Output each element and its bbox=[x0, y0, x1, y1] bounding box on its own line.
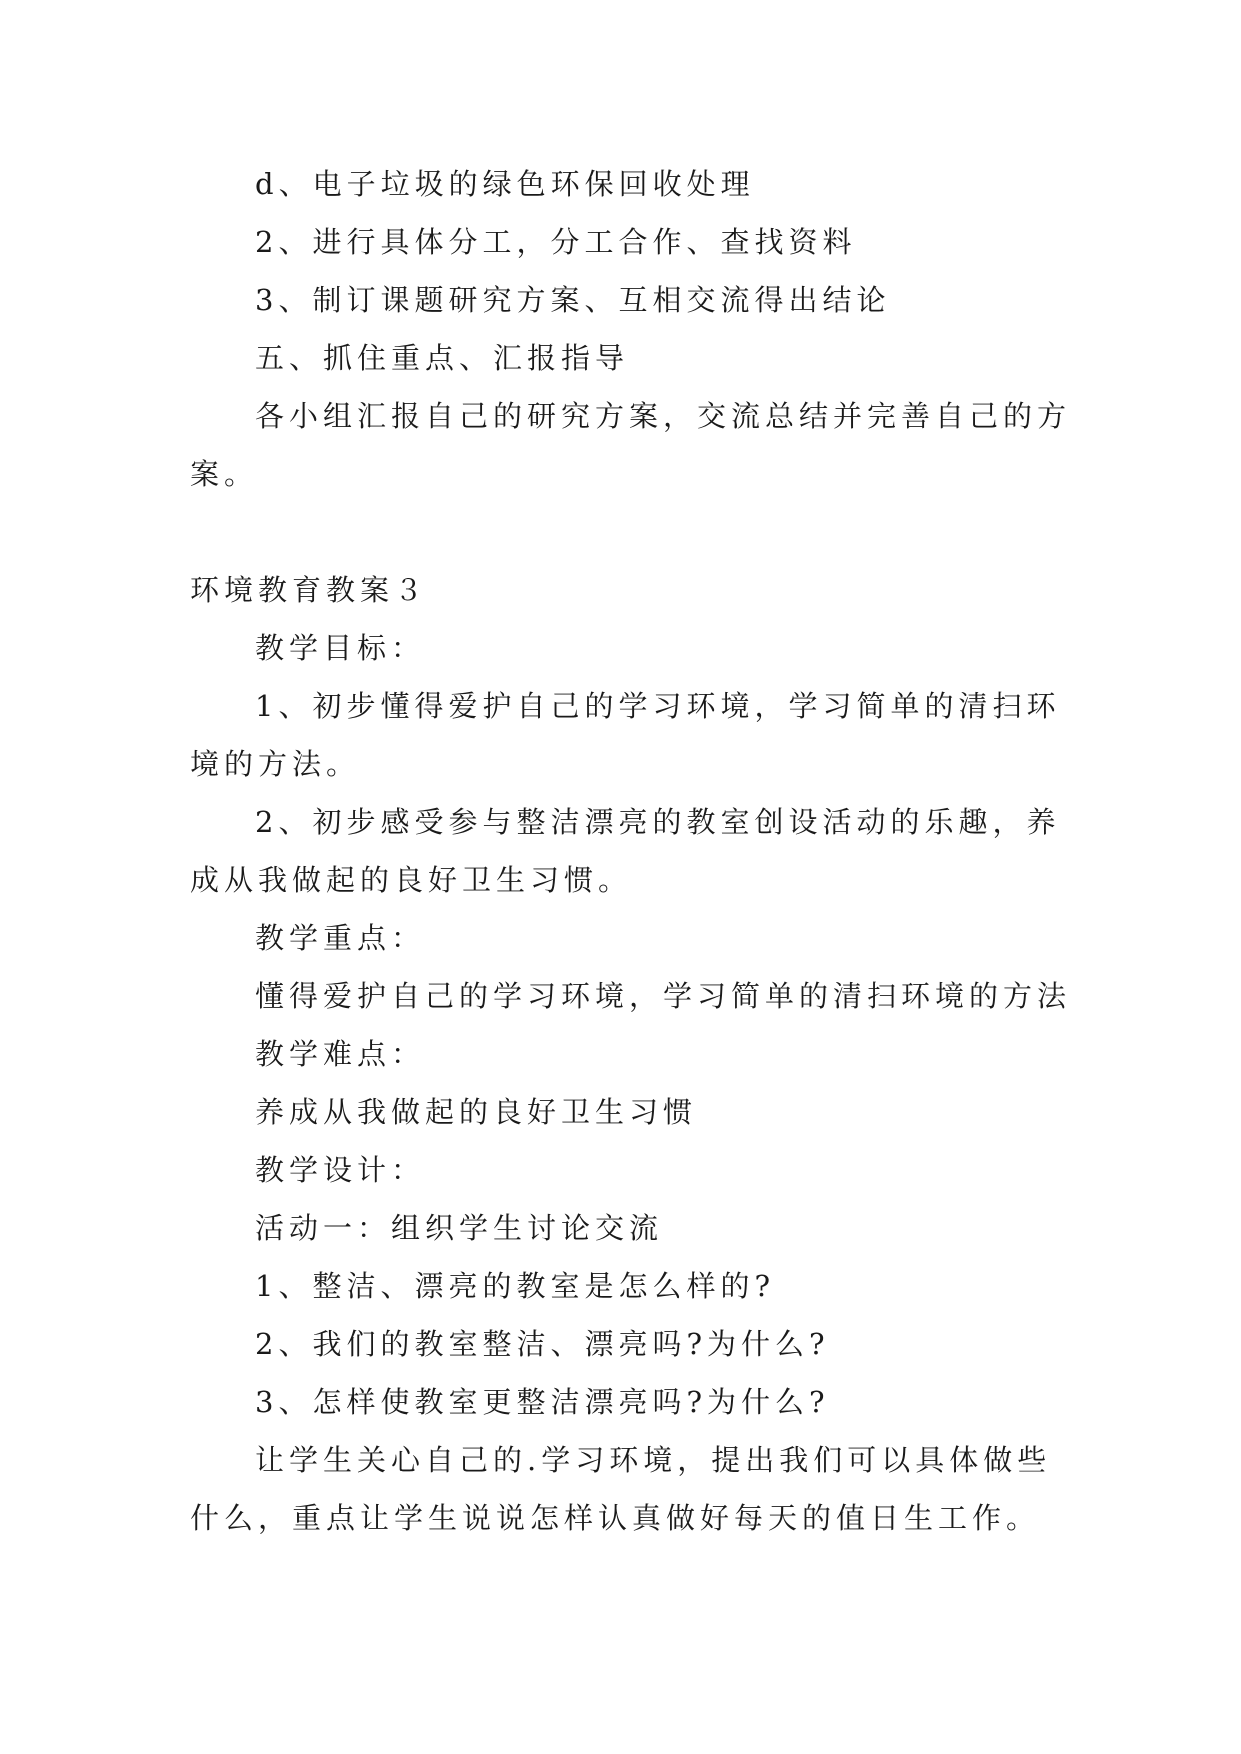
paragraph-group-report-cont: 案。 bbox=[190, 457, 259, 491]
list-item-e-waste: d、电子垃圾的绿色环保回收处理 bbox=[255, 167, 755, 201]
question-item-3: 3、怎样使教室更整洁漂亮吗?为什么? bbox=[255, 1385, 830, 1419]
difficulties-text: 养成从我做起的良好卫生习惯 bbox=[255, 1095, 698, 1129]
goal-item-1-cont: 境的方法。 bbox=[190, 747, 361, 781]
question-item-1: 1、整洁、漂亮的教室是怎么样的? bbox=[255, 1269, 775, 1303]
section-heading-five: 五、抓住重点、汇报指导 bbox=[255, 341, 630, 375]
activity-one-heading: 活动一：组织学生讨论交流 bbox=[255, 1211, 664, 1245]
lesson-plan-title: 环境教育教案３ bbox=[190, 573, 429, 607]
goal-item-2: 2、初步感受参与整洁漂亮的教室创设活动的乐趣，养 bbox=[255, 805, 1061, 839]
list-item-division-of-labor: 2、进行具体分工，分工合作、查找资料 bbox=[255, 225, 857, 259]
difficulties-heading: 教学难点： bbox=[255, 1037, 426, 1071]
teaching-design-heading: 教学设计： bbox=[255, 1153, 426, 1187]
paragraph-student-care-cont: 什么，重点让学生说说怎样认真做好每天的值日生工作。 bbox=[190, 1501, 1041, 1535]
goal-item-1: 1、初步懂得爱护自己的学习环境，学习简单的清扫环 bbox=[255, 689, 1061, 723]
question-item-2: 2、我们的教室整洁、漂亮吗?为什么? bbox=[255, 1327, 830, 1361]
paragraph-group-report: 各小组汇报自己的研究方案，交流总结并完善自己的方 bbox=[255, 399, 1072, 433]
goal-item-2-cont: 成从我做起的良好卫生习惯。 bbox=[190, 863, 633, 897]
teaching-goals-heading: 教学目标： bbox=[255, 631, 426, 665]
paragraph-student-care: 让学生关心自己的.学习环境，提出我们可以具体做些 bbox=[255, 1443, 1052, 1477]
list-item-research-plan: 3、制订课题研究方案、互相交流得出结论 bbox=[255, 283, 891, 317]
key-points-heading: 教学重点： bbox=[255, 921, 426, 955]
key-points-text: 懂得爱护自己的学习环境，学习简单的清扫环境的方法 bbox=[255, 979, 1072, 1013]
